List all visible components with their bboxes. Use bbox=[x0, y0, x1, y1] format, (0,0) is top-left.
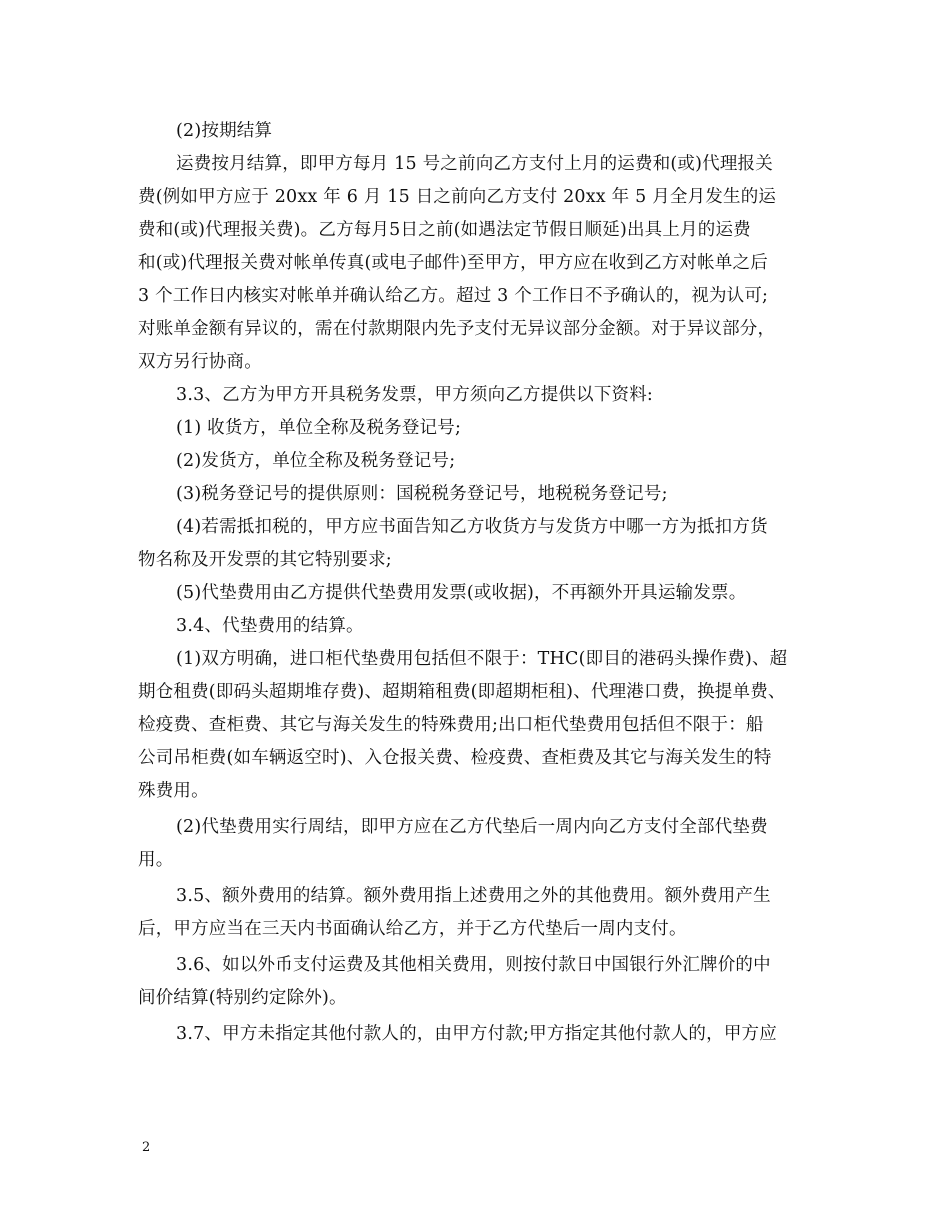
text-line: 3.4、代垫费用的结算。 bbox=[176, 616, 364, 636]
text-line: 3.5、额外费用的结算。额外费用指上述费用之外的其他费用。额外费用产生 bbox=[176, 886, 771, 906]
text-line: 物名称及开发票的其它特别要求; bbox=[138, 550, 392, 570]
text-line: (4)若需抵扣税的，甲方应书面告知乙方收货方与发货方中哪一方为抵扣方货 bbox=[176, 517, 768, 537]
text-line: (1)双方明确，进口柜代垫费用包括但不限于：THC(即目的港码头操作费)、超 bbox=[176, 649, 788, 669]
text-line: (5)代垫费用由乙方提供代垫费用发票(或收据)，不再额外开具运输发票。 bbox=[176, 583, 747, 603]
text-line: 后，甲方应当在三天内书面确认给乙方，并于乙方代垫后一周内支付。 bbox=[138, 919, 687, 939]
text-line: (2)按期结算 bbox=[176, 121, 273, 141]
page-number: 2 bbox=[142, 1140, 151, 1155]
text-line: 和(或)代理报关费对帐单传真(或电子邮件)至甲方，甲方应在收到乙方对帐单之后 bbox=[138, 253, 768, 273]
text-line: 3.6、如以外币支付运费及其他相关费用，则按付款日中国银行外汇牌价的中 bbox=[176, 955, 771, 975]
text-line: 费和(或)代理报关费)。乙方每月5日之前(如遇法定节假日顺延)出具上月的运费 bbox=[138, 220, 751, 240]
text-line: 检疫费、查柜费、其它与海关发生的特殊费用;出口柜代垫费用包括但不限于：船 bbox=[138, 715, 764, 735]
text-line: (2)发货方，单位全称及税务登记号; bbox=[176, 451, 456, 471]
text-line: 3.3、乙方为甲方开具税务发票，甲方须向乙方提供以下资料: bbox=[176, 385, 654, 405]
text-line: (1) 收货方，单位全称及税务登记号; bbox=[176, 418, 462, 438]
text-line: (2)代垫费用实行周结，即甲方应在乙方代垫后一周内向乙方支付全部代垫费 bbox=[176, 817, 768, 837]
text-line: 公司吊柜费(如车辆返空时)、入仓报关费、检疫费、查柜费及其它与海关发生的特 bbox=[138, 748, 772, 768]
text-line: 期仓租费(即码头超期堆存费)、超期箱租费(即超期柜租)、代理港口费，换提单费、 bbox=[138, 682, 786, 702]
text-line: 3 个工作日内核实对帐单并确认给乙方。超过 3 个工作日不予确认的，视为认可; bbox=[138, 286, 769, 306]
text-line: 3.7、甲方未指定其他付款人的，由甲方付款;甲方指定其他付款人的，甲方应 bbox=[176, 1024, 777, 1044]
text-line: 间价结算(特别约定除外)。 bbox=[138, 988, 347, 1008]
text-line: 用。 bbox=[138, 850, 174, 870]
text-line: (3)税务登记号的提供原则：国税税务登记号，地税税务登记号; bbox=[176, 484, 668, 504]
text-line: 殊费用。 bbox=[138, 781, 209, 801]
text-line: 运费按月结算，即甲方每月 15 号之前向乙方支付上月的运费和(或)代理报关 bbox=[176, 154, 773, 174]
text-line: 费(例如甲方应于 20xx 年 6 月 15 日之前向乙方支付 20xx 年 5 月全月发生的运 bbox=[138, 187, 777, 207]
text-line: 对账单金额有异议的，需在付款期限内先予支付无异议部分金额。对于异议部分， bbox=[138, 319, 776, 339]
text-line: 双方另行协商。 bbox=[138, 352, 262, 372]
